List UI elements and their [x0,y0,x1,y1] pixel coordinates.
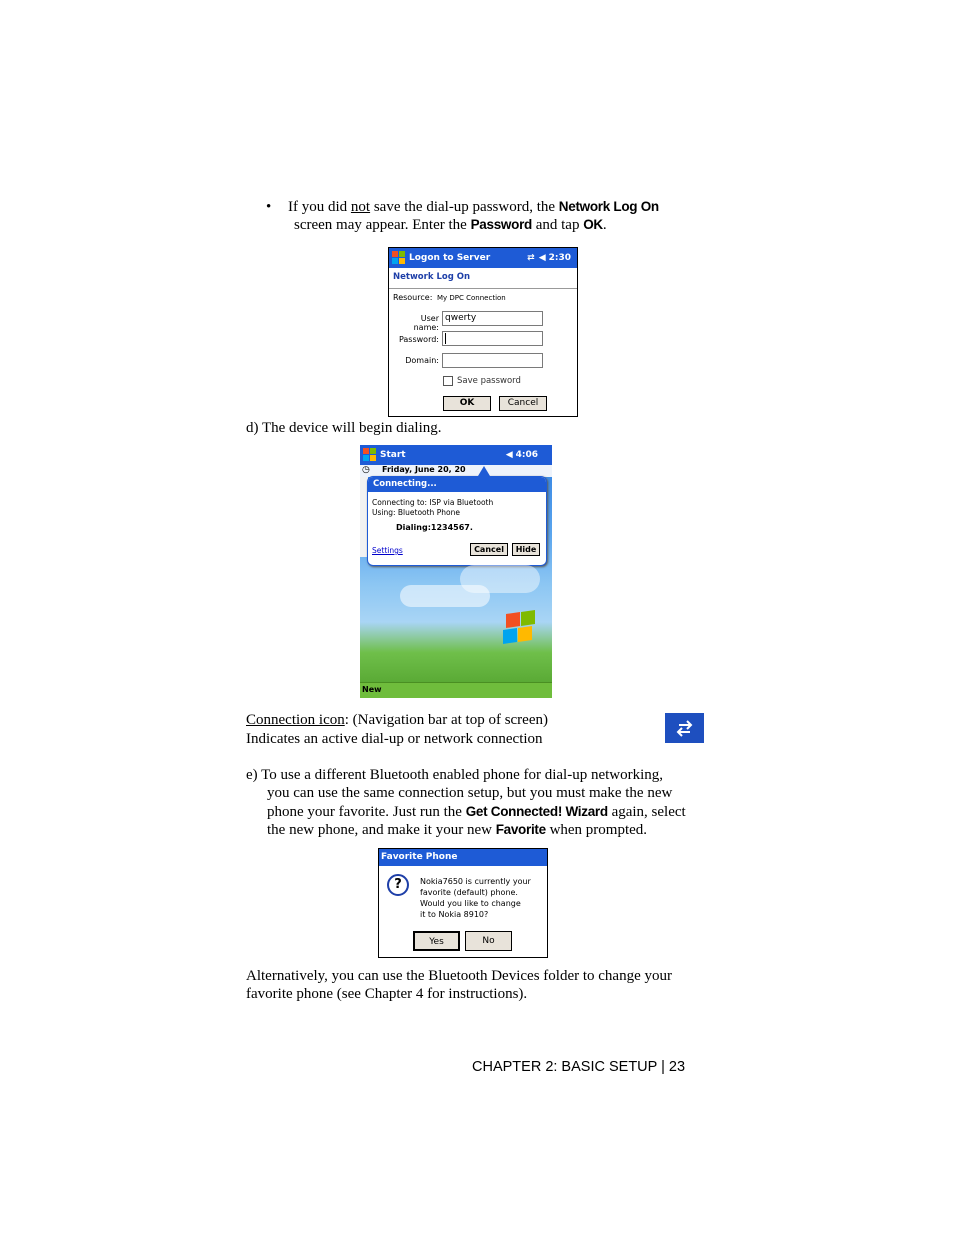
text: the new phone, and make it your new [267,822,496,838]
dialog-title: Favorite Phone [379,849,547,866]
text-cursor [445,333,446,344]
cancel-button[interactable]: Cancel [470,543,508,556]
message-line: it to Nokia 8910? [420,910,489,919]
connecting-screenshot [360,445,552,698]
ui-term: Get Connected! Wizard [465,804,608,819]
logon-screenshot [388,247,578,417]
bullet-line-2 [294,216,607,235]
message-line: Would you like to change [420,899,521,908]
text: screen may appear. Enter the [294,217,471,233]
alt-line-2: favorite phone (see Chapter 4 for instructions). [246,986,528,1002]
step-e-line-2: you can use the same connection setup, but you must make the new [267,785,673,801]
connection-arrows-icon [665,713,704,743]
step-d: d) The device will begin dialing. [246,420,442,436]
step-e-line-1: e) To use a different Bluetooth enabled phone for dial-up networking, [246,767,664,783]
ui-term: OK [583,217,603,232]
resource-value: My DPC Connection [437,294,506,302]
text: and tap [531,217,584,233]
cancel-button[interactable]: Cancel [499,396,547,411]
speaker-icon: ◀ [538,253,546,263]
bullet-symbol: • [266,199,272,215]
windows-logo [500,613,536,647]
window-title: Logon to Server [409,253,491,263]
text: . [602,217,607,233]
today-date: Friday, June 20, 20 [382,465,466,474]
domain-label: Domain: [405,356,439,365]
username-label: User name: [413,314,439,332]
connecting-popup [367,476,547,566]
step-e-line-4 [267,821,647,840]
clock: 2:30 [548,253,571,263]
alt-line-1: Alternatively, you can use the Bluetooth Devices folder to change your [246,968,672,984]
no-button[interactable]: No [465,931,512,951]
dialing-status: Dialing:1234567. [396,523,473,532]
text: If you did [288,199,351,215]
text: save the dial-up password, the [370,199,559,215]
username-field[interactable]: qwerty [442,311,543,326]
message-line: favorite (default) phone. [420,888,518,897]
windows-start-icon[interactable] [363,448,377,462]
command-bar [360,682,552,698]
ui-term: Password [470,217,532,232]
bullet-line-1 [288,198,659,217]
page-footer: CHAPTER 2: BASIC SETUP | 23 [472,1059,686,1075]
connection-icon-line-2: Indicates an active dial-up or network connection [246,731,543,747]
ok-button[interactable]: OK [443,396,491,411]
connecting-to: Connecting to: ISP via Bluetooth [372,498,494,507]
speaker-icon: ◀ [505,450,513,460]
text: phone your favorite. Just run the [267,804,466,820]
favorite-phone-dialog [378,848,548,958]
clock-icon: ◷ [362,465,370,475]
divider [389,288,577,289]
password-field[interactable] [442,331,543,346]
text-underlined: not [350,199,371,215]
hide-button[interactable]: Hide [512,543,540,556]
message-line: Nokia7650 is currently your [420,877,531,886]
save-password-checkbox[interactable] [443,376,453,386]
ui-term: Network Log On [558,199,659,214]
using-device: Using: Bluetooth Phone [372,508,460,517]
question-icon: ? [387,874,409,896]
start-label[interactable]: Start [380,450,406,460]
popup-pointer [478,466,490,476]
clock: 4:06 [515,450,538,460]
term-underlined: Connection icon [246,712,345,728]
connection-icon-line-1 [246,711,548,730]
popup-title: Connecting... [368,477,546,492]
ui-term: Favorite [495,822,546,837]
step-e-line-3 [267,803,686,822]
new-menu[interactable]: New [362,685,382,694]
text: again, select [607,804,686,820]
cloud [460,565,540,593]
title-bar [360,445,552,465]
password-label: Password: [398,335,439,344]
text: when prompted. [545,822,648,838]
form-header: Network Log On [393,272,471,282]
dialog-message [420,876,531,920]
connection-icon: ⇄ [527,253,535,263]
save-password-label: Save password [457,376,521,386]
windows-start-icon[interactable] [392,251,406,265]
yes-button[interactable]: Yes [413,931,460,951]
settings-link[interactable]: Settings [372,546,403,555]
title-bar [389,248,577,268]
domain-field[interactable] [442,353,543,368]
text: : (Navigation bar at top of screen) [344,712,548,728]
resource-label: Resource: [393,293,433,302]
